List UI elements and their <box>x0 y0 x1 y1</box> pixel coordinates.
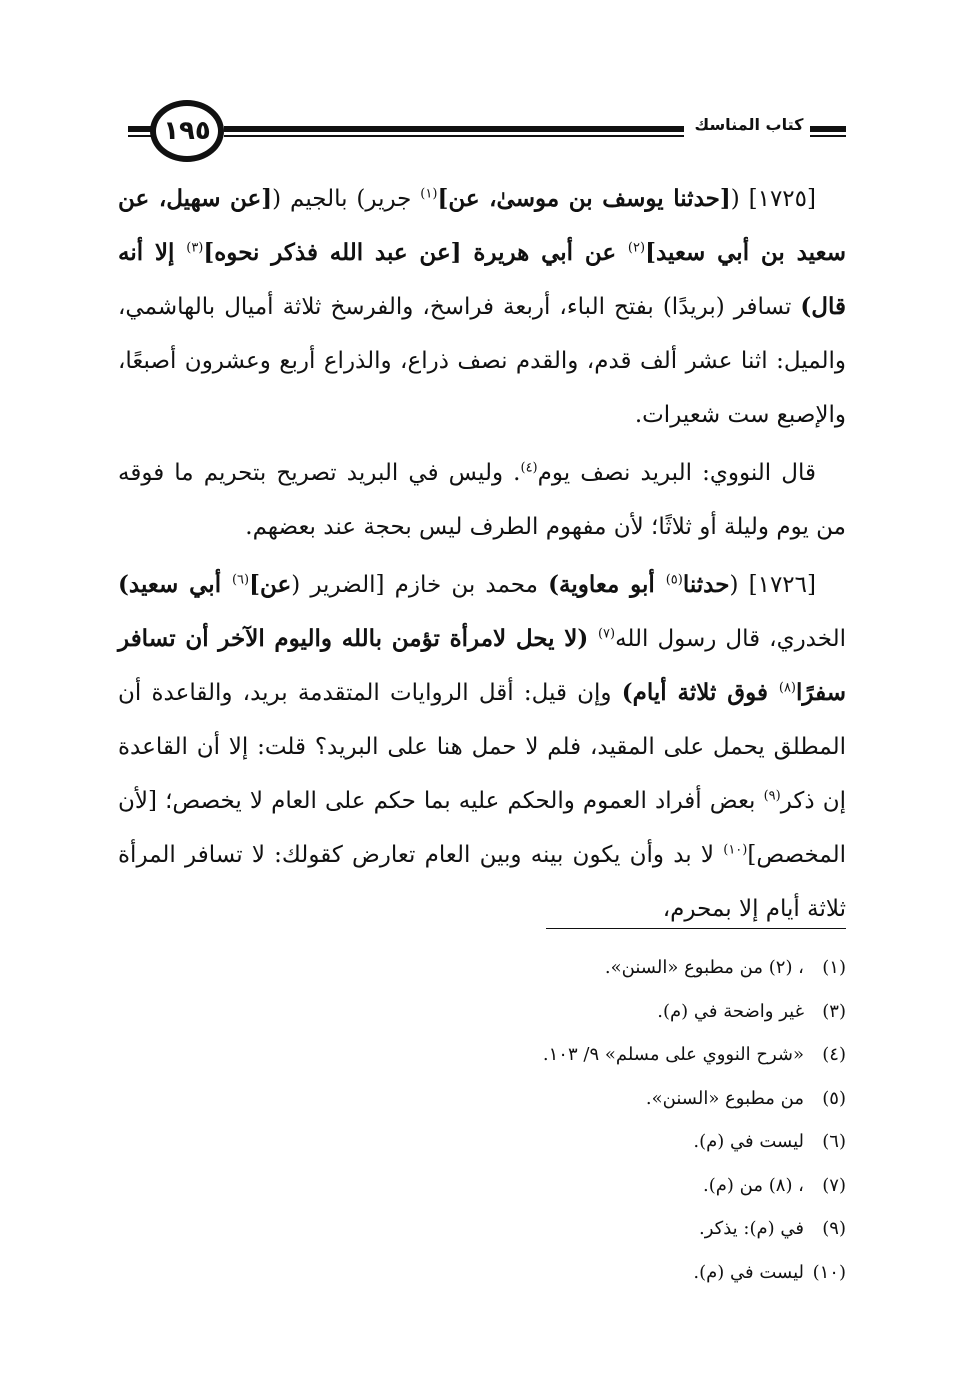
footnote-ref: (٧) <box>597 626 616 642</box>
footnote-ref: (١) <box>420 186 438 202</box>
footnote-text: ، (٨) من (م). <box>703 1174 804 1196</box>
footnote-ref: (٤) <box>520 460 538 476</box>
footnote-divider <box>546 928 846 929</box>
text-run: بعض أفراد العموم والحكم عليه بما حكم على العام لا يخصص؛ [لأن المخصص] <box>118 788 846 868</box>
footnote-number: (١٠) <box>812 1261 846 1283</box>
footnote-item <box>300 1033 846 1077</box>
text-run: [١٧٢٦] ( <box>729 572 816 598</box>
header-rule <box>224 126 684 132</box>
page-number: ١٩٥ <box>163 116 211 146</box>
bold-text-run: إلا أنه قال) <box>118 239 846 320</box>
footnote-text: «شرح النووي على مسلم» ٩/ ١٠٣. <box>542 1044 804 1065</box>
footnote-number: (١) <box>822 957 846 978</box>
footnote-number: (٧) <box>822 1174 846 1196</box>
footnote-ref: (٢) <box>627 240 646 256</box>
paragraph <box>118 558 846 936</box>
footnote-text: ، (٢) من مطبوع «السنن». <box>604 957 804 978</box>
text-run: تسافر (بريدًا) بفتح الباء، أربعة فراسخ، والفرسخ ثلاثة أميال بالهاشمي، والميل: اثنا عشر ألف قدم، والقدم نصف ذراع، والذراع أربع وعشرون أصبعًا، والإصبع ست شعيرات. <box>118 294 846 428</box>
bold-text-run: أبي سعيد) <box>118 571 232 598</box>
footnotes <box>300 946 846 1294</box>
text-run: الخدري، قال رسول الله <box>615 626 847 652</box>
footnote-number: (٣) <box>822 1000 846 1022</box>
header-rule <box>810 135 846 137</box>
page-number-badge <box>150 100 224 162</box>
footnote-item <box>300 1077 846 1121</box>
footnote-number: (٥) <box>822 1087 846 1109</box>
footnote-item <box>300 1164 846 1208</box>
footnote-ref: (٩) <box>763 788 781 804</box>
header-rule <box>224 135 684 137</box>
paragraph <box>118 446 846 554</box>
bold-text-run: حدثنا <box>682 571 730 598</box>
bold-text-run: فوق ثلاثة أيام) <box>621 679 779 706</box>
footnote-text: ليست في (م). <box>693 1261 804 1283</box>
footnote-item <box>300 1120 846 1164</box>
bold-text-run: [حدثنا يوسف بن موسىٰ، عن] <box>437 185 731 212</box>
text-run: وإن قيل: أقل الروايات المتقدمة بريد، والقاعدة أن المطلق يحمل على المقيد، فلم لا حمل هنا على البريد؟ قلت: إلا أن القاعدة إن ذكر <box>118 680 846 814</box>
bold-text-run: عن أبي هريرة [عن عبد الله فذكر نحوه] <box>203 239 628 266</box>
footnote-ref: (٨) <box>778 680 796 696</box>
paragraph <box>118 172 846 442</box>
running-title: كتاب المناسك <box>694 115 804 134</box>
footnote-text: ليست في (م). <box>693 1131 804 1152</box>
footnote-item <box>300 946 846 990</box>
footnote-item <box>300 990 846 1034</box>
footnote-ref: (٦) <box>231 572 250 588</box>
text-run: . وليس في البريد تصريح بتحريم ما فوقه من يوم وليلة أو ثلاثًا؛ لأن مفهوم الطرف ليس بحجة عند بعضهم. <box>118 460 846 540</box>
text-run: لا بد وأن يكون بينه وبين العام تعارض كقولك: لا تسافر المرأة ثلاثة أيام إلا بمحرم، <box>118 842 846 922</box>
footnote-number: (٤) <box>822 1044 846 1065</box>
footnote-ref: (٥) <box>665 572 683 588</box>
text-run: [١٧٢٥] ( <box>730 186 816 212</box>
bold-text-run: عن] <box>249 571 292 598</box>
footnote-text: في (م): يذكر. <box>699 1218 804 1239</box>
text-run: جرير) بالجيم ( <box>272 186 421 212</box>
bold-text-run: [عن سهيل، عن سعيد بن أبي سعيد] <box>118 185 846 266</box>
footnote-ref: (٣) <box>186 240 204 256</box>
footnote-item <box>300 1251 846 1295</box>
footnote-ref: (١٠) <box>723 842 748 858</box>
bold-text-run: (لا يحل لامرأة تؤمن بالله واليوم الآخر أن تسافر سفرًا <box>118 625 846 706</box>
text-run: محمد بن خازم [الضرير ( <box>291 572 549 598</box>
bold-text-run: أبو معاوية) <box>548 571 666 598</box>
footnote-item <box>300 1207 846 1251</box>
footnote-number: (٦) <box>822 1131 846 1152</box>
text-run: قال النووي: البريد نصف يوم <box>537 460 817 486</box>
header-rule <box>810 126 846 132</box>
main-text <box>118 172 846 936</box>
footnote-text: غير واضحة في (م). <box>657 1000 804 1022</box>
footnote-text: من مطبوع «السنن». <box>645 1087 804 1109</box>
page-header <box>0 0 956 175</box>
footnote-number: (٩) <box>822 1218 846 1239</box>
